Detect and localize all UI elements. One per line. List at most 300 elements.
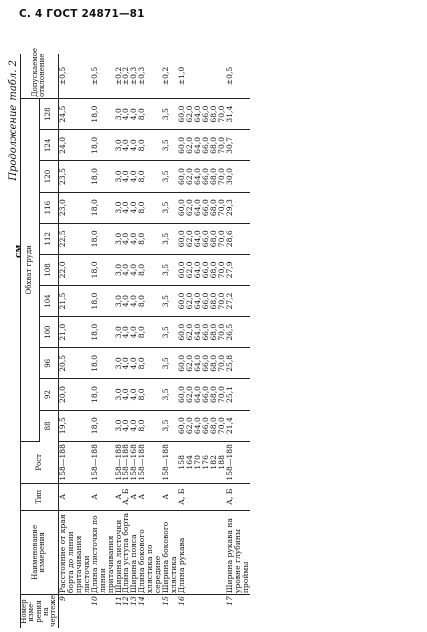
size-value: [178, 223, 226, 254]
cell-value: 23,5: [57, 168, 67, 185]
cell-value: 8,0: [137, 295, 147, 308]
cell-value: 4,0: [121, 419, 131, 432]
size-value: [138, 192, 162, 223]
cell-value: 3,0: [113, 263, 123, 276]
cell-value: 21,4: [225, 417, 235, 435]
header-name: Наименование измерения: [21, 510, 59, 595]
row-index: 12: [121, 596, 131, 606]
cell-value: 70,0: [217, 323, 227, 341]
cell-value: 3,5: [161, 295, 171, 308]
cell-value: 62,0: [185, 261, 195, 279]
size-value: [226, 99, 250, 130]
height-value: 182: [209, 455, 219, 470]
cell-value: 3,5: [161, 170, 171, 183]
cell-value: 68,0: [209, 261, 219, 279]
cell-value: 4,0: [121, 201, 131, 214]
cell-value: 22,5: [57, 230, 67, 248]
cell-value: 70,0: [217, 136, 227, 154]
size-value: [58, 317, 90, 348]
caption-label: табл. 2: [8, 60, 19, 101]
measurement-name: Ширина бокового хлястика: [162, 510, 178, 595]
cell-value: 4,0: [129, 295, 139, 308]
size-value: [226, 348, 250, 379]
cell-value: 60,0: [177, 105, 187, 123]
cell-value: 28,6: [225, 230, 235, 248]
cell-value: 68,0: [209, 417, 219, 435]
size-value: [162, 223, 178, 254]
cell-value: 68,0: [209, 230, 219, 248]
size-value: [178, 254, 226, 285]
caption-text: Продолжение: [8, 104, 19, 181]
cell-value: 31,4: [225, 105, 235, 123]
cell-value: 30,0: [225, 168, 235, 185]
size-value: [178, 285, 226, 316]
cell-value: 8,0: [137, 232, 147, 245]
size-value: [138, 285, 162, 316]
cell-value: 4,0: [121, 326, 131, 339]
row-type: А: [91, 483, 115, 510]
cell-value: 68,0: [209, 386, 219, 403]
cell-value: 8,0: [137, 419, 147, 432]
row-index: 15: [161, 596, 171, 606]
size-value: [178, 192, 226, 223]
height-value: 158—188: [89, 444, 99, 481]
measurement-name: Расстояние от края борта до линии притачивания листочки: [58, 510, 90, 595]
cell-value: 62,0: [185, 168, 195, 185]
row-tolerance: ±0,2: [115, 54, 123, 99]
measurement-name: Длина бокового хлястика по середине: [138, 510, 162, 595]
height-value: 158—188: [161, 444, 171, 481]
cell-value: 64,0: [193, 199, 203, 217]
cell-value: 64,0: [193, 354, 203, 372]
cell-value: 27,2: [225, 292, 235, 310]
row-tolerance: ±1,0: [178, 54, 226, 99]
size-value: [138, 223, 162, 254]
cell-value: 4,0: [121, 139, 131, 152]
cell-value: 68,0: [209, 168, 219, 185]
size-value: [138, 317, 162, 348]
height-value: 158: [177, 455, 187, 470]
size-value: [91, 130, 115, 161]
cell-value: 62,0: [185, 230, 195, 248]
table-row: [162, 54, 178, 628]
size-value: [138, 379, 162, 410]
size-value: [162, 161, 178, 192]
header-chest: Обхват груди: [21, 99, 40, 442]
cell-value: 3,0: [113, 295, 123, 308]
cell-value: 70,0: [217, 199, 227, 217]
cell-value: 3,0: [113, 232, 123, 245]
cell-value: 4,0: [129, 388, 139, 401]
size-value: [226, 285, 250, 316]
size-value: [178, 99, 226, 130]
row-tolerance: ±0,5: [91, 54, 115, 99]
cell-value: 3,5: [161, 357, 171, 370]
cell-value: 3,0: [113, 139, 123, 152]
header-idx: Номер изме-рения на чертеже: [20, 595, 58, 627]
cell-value: 8,0: [137, 263, 147, 276]
size-value: [178, 410, 226, 441]
size-value: [58, 223, 90, 254]
cell-value: 60,0: [177, 354, 187, 372]
page-header: С. 4 ГОСТ 24871—81: [19, 8, 145, 20]
cell-value: 4,0: [121, 170, 131, 183]
cell-value: 8,0: [137, 139, 147, 152]
size-value: [162, 192, 178, 223]
size-value: [162, 317, 178, 348]
height-value: 158—188: [225, 444, 235, 481]
cell-value: 4,0: [121, 108, 131, 121]
rotated-table-region: [6, 47, 410, 628]
size-value: [226, 254, 250, 285]
size-value: [138, 99, 162, 130]
cell-value: 60,0: [177, 417, 187, 435]
measurement-name: Ширина пояса: [130, 510, 138, 595]
cell-value: 70,0: [217, 354, 227, 372]
cell-value: 62,0: [185, 417, 195, 435]
size-header: 92: [39, 379, 58, 410]
cell-value: 21,0: [57, 323, 67, 341]
cell-value: 23,0: [57, 199, 67, 217]
cell-value: 4,0: [129, 419, 139, 432]
cell-value: 68,0: [209, 323, 219, 341]
row-tolerance: ±0,2: [162, 54, 178, 99]
cell-value: 4,0: [129, 201, 139, 214]
size-value: [91, 348, 115, 379]
cell-value: 70,0: [217, 168, 227, 185]
size-value: [91, 254, 115, 285]
row-type: А: [115, 483, 123, 510]
cell-value: 4,0: [121, 295, 131, 308]
measurement-name: Ширина листочки: [115, 510, 123, 595]
cell-value: 4,0: [121, 232, 131, 245]
size-value: [91, 379, 115, 410]
cell-value: 18,0: [89, 136, 99, 154]
size-header: 104: [39, 285, 58, 316]
size-value: [226, 130, 250, 161]
table-row: [138, 54, 162, 628]
height-value: 176: [201, 455, 211, 470]
cell-value: 66,0: [201, 323, 211, 341]
units-mark: см: [14, 244, 24, 258]
cell-value: 60,0: [177, 168, 187, 185]
cell-value: 8,0: [137, 201, 147, 214]
row-index: 17: [225, 596, 235, 606]
cell-value: 62,0: [185, 354, 195, 372]
cell-value: 18,0: [89, 230, 99, 248]
row-index: 16: [177, 596, 187, 606]
size-value: [178, 130, 226, 161]
cell-value: 66,0: [201, 354, 211, 372]
size-header: 120: [39, 161, 58, 192]
cell-value: 70,0: [217, 105, 227, 123]
cell-value: 18,0: [89, 199, 99, 217]
row-tolerance: ±0,5: [58, 54, 90, 99]
cell-value: 26,5: [225, 323, 235, 341]
size-value: [58, 379, 90, 410]
size-value: [91, 161, 115, 192]
size-value: [226, 161, 250, 192]
cell-value: 8,0: [137, 170, 147, 183]
row-type: А: [138, 483, 162, 510]
cell-value: 18,0: [89, 105, 99, 123]
cell-value: 64,0: [193, 230, 203, 248]
size-value: [162, 410, 178, 441]
cell-value: 62,0: [185, 323, 195, 341]
row-type: А: [58, 483, 90, 510]
size-value: [58, 254, 90, 285]
size-value: [91, 410, 115, 441]
cell-value: 4,0: [129, 232, 139, 245]
size-value: [91, 285, 115, 316]
cell-value: 18,0: [89, 292, 99, 310]
size-header: 116: [39, 192, 58, 223]
size-value: [178, 161, 226, 192]
cell-value: 24,5: [57, 105, 67, 123]
cell-value: 66,0: [201, 199, 211, 217]
measurement-name: Длина уступа борта: [122, 510, 130, 595]
size-value: [162, 254, 178, 285]
size-value: [226, 223, 250, 254]
cell-value: 29,3: [225, 199, 235, 217]
cell-value: 4,0: [129, 170, 139, 183]
measurement-name: Длина листочки по линии притачивания: [91, 510, 115, 595]
size-value: [226, 410, 250, 441]
measurements-table: [20, 47, 250, 628]
cell-value: 18,0: [89, 354, 99, 372]
cell-value: 68,0: [209, 199, 219, 217]
cell-value: 66,0: [201, 417, 211, 435]
size-value: [58, 99, 90, 130]
size-value: [162, 379, 178, 410]
cell-value: 4,0: [129, 263, 139, 276]
size-value: [226, 192, 250, 223]
cell-value: 4,0: [129, 326, 139, 339]
cell-value: 4,0: [129, 108, 139, 121]
height-value: 158—188: [121, 444, 131, 481]
size-value: [178, 348, 226, 379]
cell-value: 3,5: [161, 419, 171, 432]
size-value: [138, 130, 162, 161]
size-header: 108: [39, 254, 58, 285]
table-caption: [8, 60, 19, 185]
size-value: [178, 317, 226, 348]
cell-value: 60,0: [177, 261, 187, 279]
table-row: [91, 54, 115, 628]
size-value: [58, 161, 90, 192]
size-value: [58, 348, 90, 379]
cell-value: 20,0: [57, 386, 67, 403]
row-tolerance: ±0,5: [226, 54, 250, 99]
cell-value: 66,0: [201, 261, 211, 279]
measurement-name: Ширина рукава на уровне глубины проймы: [226, 510, 250, 595]
cell-value: 8,0: [137, 357, 147, 370]
height-value: 158—188: [137, 444, 147, 481]
cell-value: 18,0: [89, 168, 99, 185]
row-height: [162, 441, 178, 483]
cell-value: 66,0: [201, 230, 211, 248]
cell-value: 3,0: [113, 419, 123, 432]
cell-value: 24,0: [57, 136, 67, 154]
header-type: Тип: [21, 483, 59, 510]
cell-value: 64,0: [193, 261, 203, 279]
size-value: [138, 348, 162, 379]
cell-value: 60,0: [177, 386, 187, 403]
cell-value: 25,1: [225, 386, 235, 403]
cell-value: 20,5: [57, 354, 67, 372]
cell-value: 60,0: [177, 323, 187, 341]
size-value: [138, 161, 162, 192]
cell-value: 3,0: [113, 326, 123, 339]
header-tolerance: Допускаемое отклонение: [21, 54, 59, 99]
size-value: [162, 348, 178, 379]
height-value: 188: [217, 455, 227, 470]
row-index: 13: [129, 596, 139, 606]
row-type: А: [130, 483, 138, 510]
cell-value: 64,0: [193, 105, 203, 123]
cell-value: 3,0: [113, 170, 123, 183]
cell-value: 62,0: [185, 292, 195, 310]
height-value: 164: [185, 455, 195, 470]
height-value: 158—168: [129, 444, 139, 481]
size-header: 124: [39, 130, 58, 161]
cell-value: 3,5: [161, 263, 171, 276]
cell-value: 3,0: [113, 201, 123, 214]
size-value: [162, 285, 178, 316]
cell-value: 62,0: [185, 105, 195, 123]
cell-value: 70,0: [217, 230, 227, 248]
cell-value: 62,0: [185, 386, 195, 403]
cell-value: 8,0: [137, 326, 147, 339]
cell-value: 62,0: [185, 136, 195, 154]
cell-value: 3,5: [161, 388, 171, 401]
cell-value: 64,0: [193, 168, 203, 185]
height-value: 158—188: [113, 444, 123, 481]
row-height: [226, 441, 250, 483]
cell-value: 3,5: [161, 326, 171, 339]
cell-value: 60,0: [177, 292, 187, 310]
row-index: 11: [113, 596, 123, 606]
cell-value: 70,0: [217, 386, 227, 403]
size-value: [226, 317, 250, 348]
row-index: 14: [137, 596, 147, 606]
cell-value: 3,5: [161, 201, 171, 214]
size-header: 96: [39, 348, 58, 379]
row-height: [138, 441, 162, 483]
row-tolerance: ±0,3: [130, 54, 138, 99]
size-value: [58, 410, 90, 441]
size-value: [58, 285, 90, 316]
cell-value: 70,0: [217, 261, 227, 279]
cell-value: 60,0: [177, 199, 187, 217]
size-value: [138, 410, 162, 441]
measurement-name: Длина рукава: [178, 510, 226, 595]
cell-value: 3,5: [161, 108, 171, 121]
row-height: [91, 441, 115, 483]
size-value: [58, 130, 90, 161]
cell-value: 18,0: [89, 261, 99, 279]
size-value: [162, 130, 178, 161]
cell-value: 8,0: [137, 108, 147, 121]
cell-value: 3,0: [113, 357, 123, 370]
cell-value: 64,0: [193, 136, 203, 154]
row-type: А: [162, 483, 178, 510]
cell-value: 70,0: [217, 292, 227, 310]
cell-value: 64,0: [193, 292, 203, 310]
cell-value: 66,0: [201, 105, 211, 123]
cell-value: 66,0: [201, 386, 211, 403]
row-index: 9: [57, 596, 67, 601]
row-height: [178, 441, 226, 483]
cell-value: 4,0: [129, 139, 139, 152]
header-height: Рост: [21, 441, 59, 483]
height-value: 170: [193, 455, 203, 470]
size-value: [91, 192, 115, 223]
cell-value: 25,8: [225, 354, 235, 372]
row-type: А, Б: [178, 483, 226, 510]
cell-value: 19,5: [57, 417, 67, 435]
cell-value: 62,0: [185, 199, 195, 217]
cell-value: 4,0: [121, 357, 131, 370]
size-header: 100: [39, 317, 58, 348]
cell-value: 66,0: [201, 292, 211, 310]
size-value: [226, 379, 250, 410]
height-value: 158—188: [57, 444, 67, 481]
row-type: А, Б: [226, 483, 250, 510]
cell-value: 4,0: [129, 357, 139, 370]
cell-value: 64,0: [193, 386, 203, 403]
row-tolerance: ±0,3: [138, 54, 162, 99]
size-value: [91, 317, 115, 348]
size-value: [58, 192, 90, 223]
cell-value: 66,0: [201, 168, 211, 185]
row-type: А, Б: [122, 483, 130, 510]
cell-value: 3,5: [161, 232, 171, 245]
cell-value: 30,7: [225, 136, 235, 154]
cell-value: 66,0: [201, 136, 211, 154]
cell-value: 68,0: [209, 354, 219, 372]
cell-value: 3,5: [161, 139, 171, 152]
cell-value: 70,0: [217, 417, 227, 435]
cell-value: 4,0: [121, 388, 131, 401]
table-row: [58, 54, 90, 628]
table-row: [226, 54, 250, 628]
table-body: [58, 54, 250, 628]
cell-value: 3,0: [113, 388, 123, 401]
size-value: [91, 99, 115, 130]
cell-value: 21,5: [57, 292, 67, 310]
cell-value: 68,0: [209, 292, 219, 310]
cell-value: 4,0: [121, 263, 131, 276]
cell-value: 60,0: [177, 230, 187, 248]
cell-value: 8,0: [137, 388, 147, 401]
size-header: 88: [39, 410, 58, 441]
size-value: [91, 223, 115, 254]
cell-value: 68,0: [209, 136, 219, 154]
size-value: [138, 254, 162, 285]
cell-value: 22,0: [57, 261, 67, 279]
size-value: [162, 99, 178, 130]
cell-value: 27,9: [225, 261, 235, 279]
table-row: [178, 54, 226, 628]
size-header: 128: [39, 99, 58, 130]
cell-value: 64,0: [193, 417, 203, 435]
cell-value: 64,0: [193, 323, 203, 341]
size-header: 112: [39, 223, 58, 254]
row-tolerance: ±0,2: [122, 54, 130, 99]
cell-value: 60,0: [177, 136, 187, 154]
cell-value: 3,0: [113, 108, 123, 121]
